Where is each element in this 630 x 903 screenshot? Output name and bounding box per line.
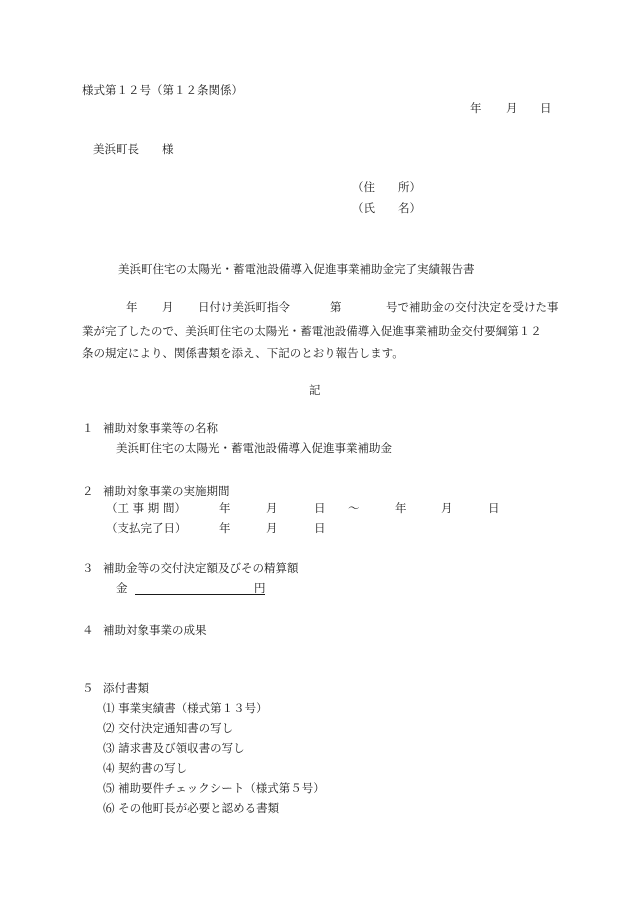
- section-5-number: ５: [82, 681, 94, 695]
- attachment-item: ⑷ 契約書の写し: [103, 761, 188, 775]
- ki-mark: 記: [309, 383, 321, 397]
- section-5-heading: 添付書類: [103, 681, 149, 695]
- section-1-number: １: [82, 421, 94, 435]
- body-line2: 業が完了したので、美浜町住宅の太陽光・蓄電池設備導入促進事業補助金交付要綱第１２: [82, 324, 542, 338]
- section-2-heading: 補助対象事業の実施期間: [103, 484, 230, 498]
- construction-period-label: （工 事 期 間）: [106, 501, 186, 515]
- date-year: 年: [470, 101, 482, 115]
- section-4-number: ４: [82, 623, 94, 637]
- addressee-honorific: 様: [162, 142, 174, 156]
- body-year: 年: [126, 300, 138, 314]
- addressee-name: 美浜町長: [93, 142, 139, 156]
- end-day: 日: [488, 501, 500, 515]
- start-day: 日: [314, 501, 326, 515]
- document-title: 美浜町住宅の太陽光・蓄電池設備導入促進事業補助金完了実績報告書: [118, 262, 475, 276]
- section-1-content: 美浜町住宅の太陽光・蓄電池設備導入促進事業補助金: [116, 441, 392, 455]
- start-year: 年: [219, 501, 231, 515]
- applicant-name-label: （氏 名）: [352, 201, 421, 215]
- payment-date-label: （支払完了日）: [106, 521, 187, 535]
- end-year: 年: [395, 501, 407, 515]
- date-day: 日: [540, 101, 552, 115]
- attachment-item: ⑵ 交付決定通知書の写し: [103, 721, 234, 735]
- section-3-heading: 補助金等の交付決定額及びその精算額: [103, 561, 299, 575]
- end-month: 月: [441, 501, 453, 515]
- payment-year: 年: [219, 521, 231, 535]
- attachment-item: ⑴ 事業実績書（様式第１３号）: [103, 701, 268, 715]
- attachment-item: ⑶ 請求書及び領収書の写し: [103, 741, 245, 755]
- body-line1-end: 号で補助金の交付決定を受けた事: [386, 300, 559, 314]
- amount-field[interactable]: [135, 594, 265, 595]
- form-number: 様式第１２号（第１２条関係）: [82, 83, 243, 97]
- body-dai: 第: [330, 300, 342, 314]
- payment-day: 日: [314, 521, 326, 535]
- body-month: 月: [162, 300, 174, 314]
- section-3-number: ３: [82, 561, 94, 575]
- section-4-heading: 補助対象事業の成果: [103, 623, 207, 637]
- attachment-item: ⑸ 補助要件チェックシート（様式第５号）: [103, 781, 325, 795]
- period-tilde: ～: [348, 501, 360, 515]
- section-1-heading: 補助対象事業等の名称: [103, 421, 218, 435]
- amount-kin: 金: [116, 581, 128, 595]
- body-date-ref: 日付け美浜町指令: [198, 300, 290, 314]
- date-month: 月: [506, 101, 518, 115]
- body-line3: 条の規定により、関係書類を添え、下記のとおり報告します。: [82, 346, 404, 360]
- payment-month: 月: [266, 521, 278, 535]
- section-2-number: ２: [82, 484, 94, 498]
- applicant-address-label: （住 所）: [352, 180, 421, 194]
- attachment-item: ⑹ その他町長が必要と認める書類: [103, 801, 280, 815]
- start-month: 月: [266, 501, 278, 515]
- amount-yen: 円: [254, 581, 266, 595]
